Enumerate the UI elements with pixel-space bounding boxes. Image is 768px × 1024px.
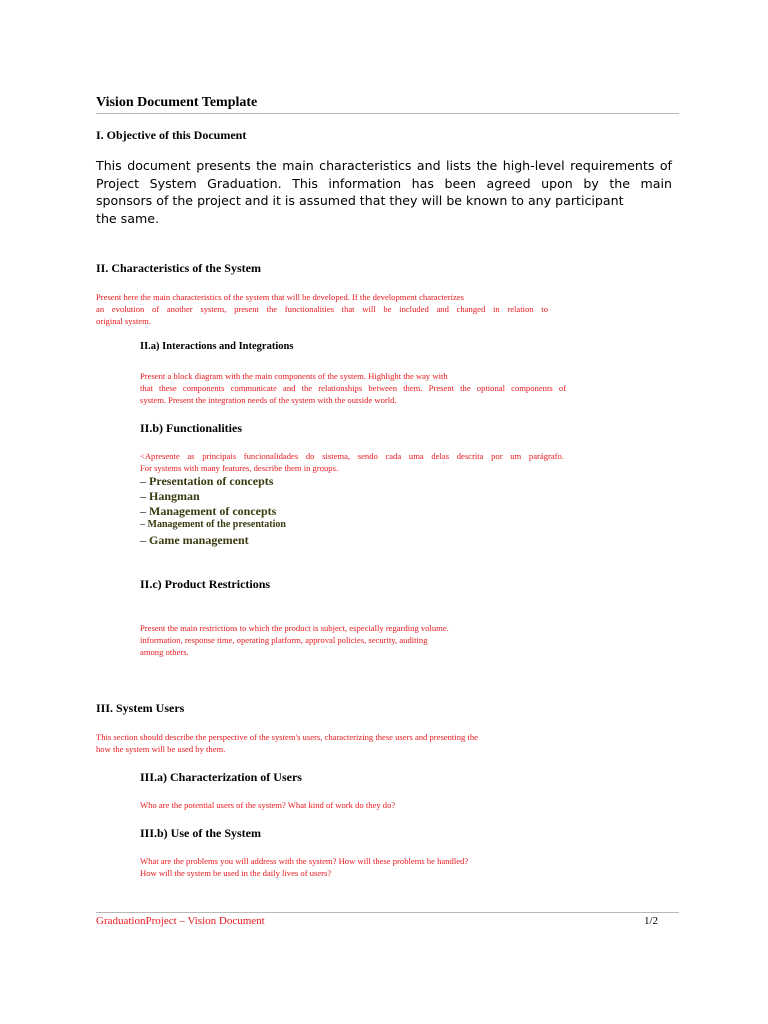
feature-item	[140, 519, 286, 530]
section-3-heading: III. System Users	[96, 701, 185, 715]
section-2a-body	[140, 370, 566, 407]
section-2c-body	[140, 622, 500, 659]
body-line: that these components communicate and the relationships between them. Present the optional components of	[140, 383, 566, 394]
section-1-body	[96, 157, 672, 227]
body-line: among others.	[140, 647, 189, 658]
section-2a-heading: II.a) Interactions and Integrations	[140, 341, 294, 352]
feature-label: Hangman	[149, 489, 200, 503]
section-3b-body	[140, 855, 468, 879]
feature-item	[140, 489, 200, 504]
body-line: system. Present the integration needs of the system with the outside world.	[140, 395, 397, 406]
feature-label: Management of the presentation	[147, 519, 286, 530]
feature-label: Management of concepts	[149, 504, 277, 518]
section-2-heading: II. Characteristics of the System	[96, 261, 261, 275]
dash-bullet: –	[140, 519, 145, 530]
feature-item	[140, 504, 276, 519]
body-line: Who are the potential users of the system? What kind of work do they do?	[140, 800, 396, 810]
section-2b-heading: II.b) Functionalities	[140, 421, 243, 435]
section-1-heading: I. Objective of this Document	[96, 128, 247, 142]
body-line: For systems with many features, describe them in groups.	[140, 463, 339, 474]
body-line: Present a block diagram with the main components of the system. Highlight the way with	[140, 371, 448, 381]
document-title: Vision Document Template	[96, 95, 258, 110]
section-3-body	[96, 731, 536, 755]
section-3a-body	[140, 799, 395, 811]
section-2-body	[96, 291, 548, 328]
body-line: original system.	[96, 316, 151, 327]
feature-item	[140, 474, 273, 489]
body-line: This section should describe the perspective of the system's users, characterizing these users and presenting the	[96, 732, 478, 742]
body-line: Present the main restrictions to which the product is subject, especially regarding volume.	[140, 623, 449, 633]
section-3b-heading: III.b) Use of the System	[140, 826, 261, 840]
section-2c-heading: II.c) Product Restrictions	[140, 577, 271, 591]
header-rule	[96, 113, 679, 114]
body-line: How will the system be used in the daily lives of users?	[140, 868, 332, 879]
feature-label: Presentation of concepts	[149, 474, 274, 488]
dash-bullet: –	[140, 533, 146, 547]
page-number: 1/2	[644, 915, 659, 927]
dash-bullet: –	[140, 489, 146, 503]
body-line: Project System Graduation. This information has been agreed upon by the main	[96, 175, 672, 191]
dash-bullet: –	[140, 474, 146, 488]
section-2b-body	[140, 450, 564, 474]
footer-rule	[96, 912, 679, 913]
body-line: the same.	[96, 210, 159, 226]
feature-label: Game management	[149, 533, 249, 547]
footer-title: GraduationProject – Vision Document	[96, 915, 265, 927]
body-line: sponsors of the project and it is assumed that they will be known to any participant	[96, 193, 624, 208]
body-line: This document presents the main characteristics and lists the high-level requirements of	[96, 158, 672, 173]
dash-bullet: –	[140, 504, 146, 518]
section-3a-heading: III.a) Characterization of Users	[140, 770, 302, 784]
body-line: an evolution of another system, present the functionalities that will be included and changed in relation to	[96, 304, 548, 315]
body-line: <Apresente as principais funcionalidades do sistema, sendo cada uma delas descrita por um parágrafo.	[140, 451, 564, 461]
body-line: Present here the main characteristics of the system that will be developed. If the development characterizes	[96, 292, 464, 302]
body-line: What are the problems you will address with the system? How will these problems be handled?	[140, 856, 469, 866]
feature-item	[140, 533, 249, 548]
body-line: information, response time, operating platform, approval policies, security, auditing	[140, 635, 428, 646]
body-line: how the system will be used by them.	[96, 744, 226, 755]
